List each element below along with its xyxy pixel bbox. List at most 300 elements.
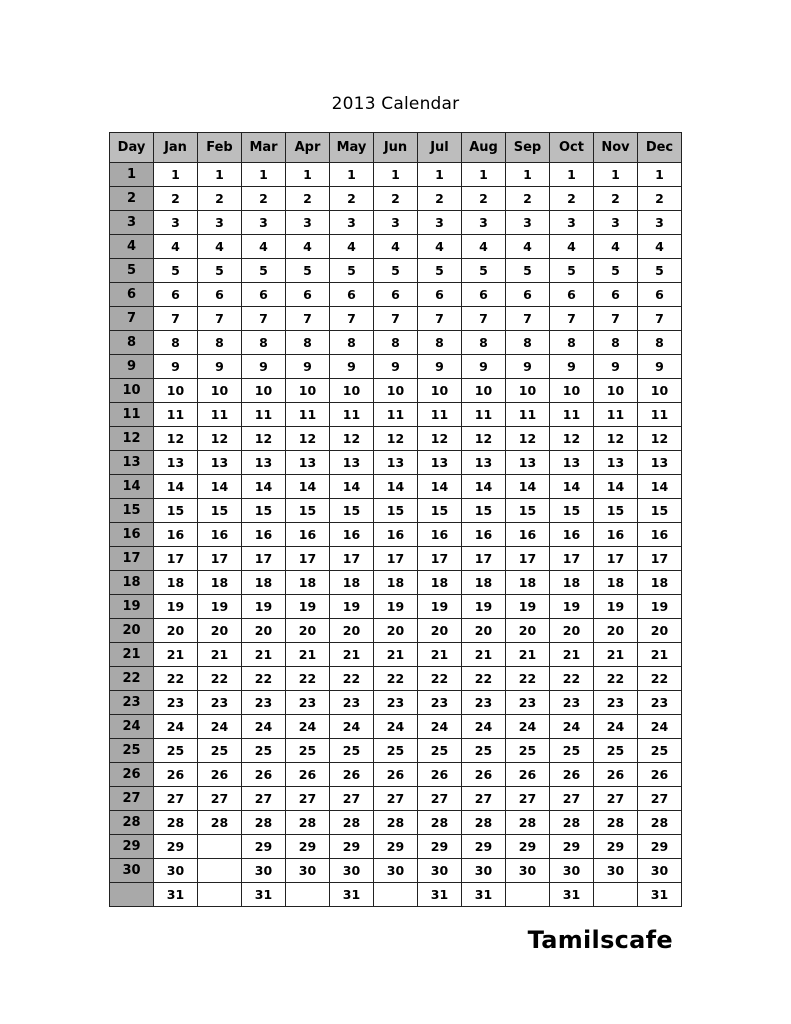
date-cell: 19 — [286, 595, 330, 619]
table-row — [110, 715, 682, 739]
date-cell: 14 — [154, 475, 198, 499]
day-number-cell: 3 — [110, 211, 154, 235]
date-cell: 26 — [154, 763, 198, 787]
date-cell: 26 — [506, 763, 550, 787]
month-header-feb: Feb — [198, 133, 242, 163]
table-row — [110, 763, 682, 787]
table-row — [110, 211, 682, 235]
month-header-dec: Dec — [638, 133, 682, 163]
date-cell: 30 — [242, 859, 286, 883]
date-cell: 10 — [506, 379, 550, 403]
date-cell: 30 — [506, 859, 550, 883]
date-cell: 21 — [154, 643, 198, 667]
date-cell: 23 — [506, 691, 550, 715]
date-cell: 25 — [286, 739, 330, 763]
date-cell: 30 — [286, 859, 330, 883]
date-cell: 25 — [198, 739, 242, 763]
date-cell: 31 — [638, 883, 682, 907]
date-cell: 1 — [638, 163, 682, 187]
day-number-cell: 2 — [110, 187, 154, 211]
date-cell: 27 — [242, 787, 286, 811]
date-cell: 19 — [418, 595, 462, 619]
date-cell: 17 — [418, 547, 462, 571]
date-cell: 1 — [242, 163, 286, 187]
date-cell: 28 — [638, 811, 682, 835]
date-cell: 12 — [154, 427, 198, 451]
date-cell: 29 — [594, 835, 638, 859]
date-cell: 7 — [374, 307, 418, 331]
date-cell: 11 — [418, 403, 462, 427]
date-cell: 5 — [242, 259, 286, 283]
date-cell: 16 — [638, 523, 682, 547]
date-cell: 19 — [550, 595, 594, 619]
date-cell: 1 — [154, 163, 198, 187]
table-row — [110, 811, 682, 835]
date-cell: 29 — [550, 835, 594, 859]
date-cell: 17 — [330, 547, 374, 571]
date-cell: 19 — [638, 595, 682, 619]
date-cell: 4 — [330, 235, 374, 259]
date-cell: 23 — [594, 691, 638, 715]
day-number-cell: 10 — [110, 379, 154, 403]
date-cell: 25 — [374, 739, 418, 763]
date-cell: 16 — [330, 523, 374, 547]
date-cell: 26 — [594, 763, 638, 787]
date-cell: 24 — [154, 715, 198, 739]
date-cell: 3 — [154, 211, 198, 235]
date-cell: 5 — [462, 259, 506, 283]
date-cell: 29 — [638, 835, 682, 859]
date-cell: 21 — [286, 643, 330, 667]
date-cell: 22 — [594, 667, 638, 691]
date-cell: 12 — [594, 427, 638, 451]
day-number-cell: 19 — [110, 595, 154, 619]
day-number-cell: 5 — [110, 259, 154, 283]
date-cell: 1 — [550, 163, 594, 187]
date-cell: 24 — [330, 715, 374, 739]
table-row — [110, 475, 682, 499]
date-cell: 26 — [462, 763, 506, 787]
date-cell: 20 — [550, 619, 594, 643]
date-cell: 13 — [198, 451, 242, 475]
date-cell: 14 — [462, 475, 506, 499]
date-cell: 1 — [506, 163, 550, 187]
date-cell: 9 — [506, 355, 550, 379]
date-cell: 1 — [330, 163, 374, 187]
date-cell: 13 — [418, 451, 462, 475]
date-cell: 19 — [374, 595, 418, 619]
date-cell: 31 — [462, 883, 506, 907]
day-number-cell: 27 — [110, 787, 154, 811]
date-cell — [286, 883, 330, 907]
day-number-cell: 16 — [110, 523, 154, 547]
date-cell: 12 — [374, 427, 418, 451]
date-cell: 10 — [198, 379, 242, 403]
date-cell: 18 — [638, 571, 682, 595]
date-cell: 20 — [330, 619, 374, 643]
date-cell: 23 — [462, 691, 506, 715]
date-cell: 18 — [506, 571, 550, 595]
date-cell: 14 — [638, 475, 682, 499]
date-cell: 4 — [462, 235, 506, 259]
date-cell: 19 — [594, 595, 638, 619]
date-cell: 23 — [330, 691, 374, 715]
date-cell: 28 — [462, 811, 506, 835]
table-row — [110, 859, 682, 883]
date-cell: 21 — [242, 643, 286, 667]
date-cell: 10 — [330, 379, 374, 403]
date-cell: 24 — [594, 715, 638, 739]
date-cell: 2 — [330, 187, 374, 211]
date-cell: 25 — [418, 739, 462, 763]
date-cell: 4 — [242, 235, 286, 259]
date-cell: 31 — [330, 883, 374, 907]
date-cell: 21 — [594, 643, 638, 667]
date-cell: 4 — [638, 235, 682, 259]
date-cell: 21 — [374, 643, 418, 667]
day-number-cell: 21 — [110, 643, 154, 667]
date-cell: 5 — [506, 259, 550, 283]
table-row — [110, 739, 682, 763]
date-cell: 20 — [198, 619, 242, 643]
month-header-jan: Jan — [154, 133, 198, 163]
date-cell: 18 — [286, 571, 330, 595]
date-cell: 28 — [286, 811, 330, 835]
date-cell: 28 — [154, 811, 198, 835]
table-row — [110, 331, 682, 355]
day-number-cell: 22 — [110, 667, 154, 691]
date-cell: 4 — [154, 235, 198, 259]
date-cell: 4 — [198, 235, 242, 259]
date-cell: 11 — [638, 403, 682, 427]
date-cell: 27 — [374, 787, 418, 811]
date-cell: 14 — [594, 475, 638, 499]
date-cell: 6 — [506, 283, 550, 307]
date-cell: 13 — [154, 451, 198, 475]
table-row — [110, 283, 682, 307]
brand-watermark: Tamilscafe — [527, 926, 673, 954]
day-number-cell: 4 — [110, 235, 154, 259]
date-cell — [198, 835, 242, 859]
date-cell: 8 — [154, 331, 198, 355]
date-cell: 8 — [638, 331, 682, 355]
table-row — [110, 571, 682, 595]
date-cell: 5 — [594, 259, 638, 283]
table-row — [110, 451, 682, 475]
date-cell: 24 — [242, 715, 286, 739]
date-cell: 30 — [594, 859, 638, 883]
table-row — [110, 163, 682, 187]
table-row — [110, 523, 682, 547]
date-cell: 31 — [242, 883, 286, 907]
day-number-cell: 28 — [110, 811, 154, 835]
day-number-cell: 13 — [110, 451, 154, 475]
month-header-sep: Sep — [506, 133, 550, 163]
day-number-cell: 24 — [110, 715, 154, 739]
date-cell: 21 — [550, 643, 594, 667]
date-cell: 1 — [286, 163, 330, 187]
date-cell: 22 — [462, 667, 506, 691]
date-cell: 20 — [638, 619, 682, 643]
date-cell: 8 — [550, 331, 594, 355]
date-cell: 26 — [242, 763, 286, 787]
day-number-cell: 23 — [110, 691, 154, 715]
date-cell: 24 — [418, 715, 462, 739]
date-cell: 6 — [418, 283, 462, 307]
date-cell: 29 — [462, 835, 506, 859]
table-row — [110, 499, 682, 523]
date-cell: 5 — [638, 259, 682, 283]
date-cell: 30 — [462, 859, 506, 883]
day-number-cell: 17 — [110, 547, 154, 571]
date-cell: 9 — [330, 355, 374, 379]
date-cell: 21 — [418, 643, 462, 667]
date-cell: 25 — [594, 739, 638, 763]
date-cell: 9 — [242, 355, 286, 379]
date-cell: 15 — [198, 499, 242, 523]
date-cell: 2 — [242, 187, 286, 211]
date-cell: 23 — [286, 691, 330, 715]
date-cell: 17 — [286, 547, 330, 571]
date-cell: 10 — [154, 379, 198, 403]
date-cell: 23 — [198, 691, 242, 715]
date-cell: 5 — [286, 259, 330, 283]
date-cell: 6 — [462, 283, 506, 307]
date-cell: 29 — [330, 835, 374, 859]
date-cell: 27 — [506, 787, 550, 811]
day-column-header: Day — [110, 133, 154, 163]
date-cell: 18 — [550, 571, 594, 595]
calendar-body — [110, 163, 682, 907]
date-cell: 15 — [594, 499, 638, 523]
date-cell: 11 — [198, 403, 242, 427]
date-cell: 16 — [286, 523, 330, 547]
date-cell: 12 — [286, 427, 330, 451]
date-cell: 24 — [198, 715, 242, 739]
date-cell: 25 — [330, 739, 374, 763]
date-cell: 14 — [286, 475, 330, 499]
date-cell: 27 — [638, 787, 682, 811]
calendar-table — [109, 132, 682, 907]
date-cell: 16 — [506, 523, 550, 547]
date-cell: 7 — [198, 307, 242, 331]
month-header-aug: Aug — [462, 133, 506, 163]
month-header-apr: Apr — [286, 133, 330, 163]
date-cell: 22 — [198, 667, 242, 691]
date-cell: 20 — [462, 619, 506, 643]
date-cell: 11 — [594, 403, 638, 427]
date-cell: 26 — [330, 763, 374, 787]
date-cell: 22 — [638, 667, 682, 691]
date-cell: 5 — [374, 259, 418, 283]
date-cell: 17 — [506, 547, 550, 571]
date-cell: 24 — [506, 715, 550, 739]
date-cell: 17 — [462, 547, 506, 571]
date-cell: 20 — [286, 619, 330, 643]
date-cell: 5 — [550, 259, 594, 283]
date-cell: 3 — [594, 211, 638, 235]
date-cell: 25 — [462, 739, 506, 763]
date-cell: 29 — [286, 835, 330, 859]
date-cell: 13 — [286, 451, 330, 475]
day-number-cell: 8 — [110, 331, 154, 355]
date-cell: 21 — [462, 643, 506, 667]
date-cell: 17 — [374, 547, 418, 571]
date-cell: 31 — [154, 883, 198, 907]
day-number-cell — [110, 883, 154, 907]
date-cell: 14 — [418, 475, 462, 499]
day-number-cell: 25 — [110, 739, 154, 763]
table-row — [110, 307, 682, 331]
date-cell: 1 — [594, 163, 638, 187]
date-cell: 8 — [242, 331, 286, 355]
date-cell: 28 — [550, 811, 594, 835]
date-cell: 15 — [374, 499, 418, 523]
month-header-jul: Jul — [418, 133, 462, 163]
date-cell: 14 — [506, 475, 550, 499]
date-cell: 7 — [506, 307, 550, 331]
date-cell: 1 — [418, 163, 462, 187]
date-cell: 3 — [330, 211, 374, 235]
table-row — [110, 403, 682, 427]
date-cell: 15 — [462, 499, 506, 523]
date-cell: 10 — [418, 379, 462, 403]
date-cell: 12 — [330, 427, 374, 451]
date-cell: 7 — [154, 307, 198, 331]
date-cell: 20 — [374, 619, 418, 643]
date-cell: 29 — [154, 835, 198, 859]
date-cell: 7 — [242, 307, 286, 331]
date-cell: 22 — [242, 667, 286, 691]
date-cell: 24 — [550, 715, 594, 739]
date-cell: 17 — [154, 547, 198, 571]
date-cell: 4 — [374, 235, 418, 259]
date-cell: 13 — [462, 451, 506, 475]
date-cell: 2 — [462, 187, 506, 211]
day-number-cell: 18 — [110, 571, 154, 595]
date-cell: 20 — [594, 619, 638, 643]
date-cell: 12 — [418, 427, 462, 451]
date-cell — [198, 859, 242, 883]
date-cell: 28 — [418, 811, 462, 835]
date-cell: 7 — [462, 307, 506, 331]
date-cell: 2 — [374, 187, 418, 211]
date-cell: 22 — [374, 667, 418, 691]
date-cell: 19 — [154, 595, 198, 619]
date-cell: 18 — [374, 571, 418, 595]
date-cell: 4 — [418, 235, 462, 259]
date-cell: 15 — [242, 499, 286, 523]
date-cell: 25 — [242, 739, 286, 763]
date-cell: 6 — [638, 283, 682, 307]
date-cell: 25 — [638, 739, 682, 763]
date-cell: 13 — [330, 451, 374, 475]
day-number-cell: 20 — [110, 619, 154, 643]
table-row — [110, 379, 682, 403]
date-cell: 18 — [242, 571, 286, 595]
date-cell: 17 — [550, 547, 594, 571]
date-cell: 2 — [638, 187, 682, 211]
date-cell: 28 — [374, 811, 418, 835]
date-cell: 21 — [330, 643, 374, 667]
table-row — [110, 835, 682, 859]
date-cell: 3 — [506, 211, 550, 235]
date-cell: 16 — [374, 523, 418, 547]
table-row — [110, 427, 682, 451]
date-cell: 8 — [462, 331, 506, 355]
day-number-cell: 12 — [110, 427, 154, 451]
date-cell: 2 — [594, 187, 638, 211]
date-cell: 15 — [550, 499, 594, 523]
date-cell: 20 — [418, 619, 462, 643]
date-cell: 27 — [594, 787, 638, 811]
date-cell: 9 — [198, 355, 242, 379]
date-cell: 15 — [638, 499, 682, 523]
date-cell: 28 — [330, 811, 374, 835]
day-number-cell: 1 — [110, 163, 154, 187]
date-cell: 4 — [286, 235, 330, 259]
date-cell: 10 — [242, 379, 286, 403]
date-cell: 19 — [198, 595, 242, 619]
date-cell: 14 — [242, 475, 286, 499]
date-cell: 27 — [462, 787, 506, 811]
date-cell — [506, 883, 550, 907]
date-cell: 28 — [506, 811, 550, 835]
date-cell: 4 — [594, 235, 638, 259]
date-cell: 23 — [154, 691, 198, 715]
date-cell: 19 — [462, 595, 506, 619]
date-cell: 19 — [242, 595, 286, 619]
table-row — [110, 619, 682, 643]
page-title: 2013 Calendar — [331, 94, 460, 114]
date-cell: 29 — [418, 835, 462, 859]
table-row — [110, 547, 682, 571]
date-cell: 31 — [418, 883, 462, 907]
date-cell: 3 — [198, 211, 242, 235]
date-cell: 23 — [638, 691, 682, 715]
date-cell: 27 — [550, 787, 594, 811]
date-cell: 2 — [286, 187, 330, 211]
date-cell: 11 — [242, 403, 286, 427]
date-cell: 20 — [506, 619, 550, 643]
date-cell: 26 — [638, 763, 682, 787]
date-cell: 10 — [374, 379, 418, 403]
date-cell: 2 — [198, 187, 242, 211]
date-cell: 11 — [154, 403, 198, 427]
date-cell: 23 — [550, 691, 594, 715]
date-cell: 14 — [374, 475, 418, 499]
date-cell: 8 — [198, 331, 242, 355]
date-cell: 30 — [330, 859, 374, 883]
date-cell: 1 — [462, 163, 506, 187]
date-cell: 16 — [462, 523, 506, 547]
table-row — [110, 643, 682, 667]
day-number-cell: 9 — [110, 355, 154, 379]
date-cell: 17 — [198, 547, 242, 571]
month-header-nov: Nov — [594, 133, 638, 163]
date-cell: 9 — [286, 355, 330, 379]
date-cell: 10 — [594, 379, 638, 403]
date-cell: 15 — [330, 499, 374, 523]
date-cell: 16 — [154, 523, 198, 547]
date-cell: 22 — [550, 667, 594, 691]
date-cell — [198, 883, 242, 907]
day-number-cell: 7 — [110, 307, 154, 331]
date-cell: 8 — [418, 331, 462, 355]
date-cell: 7 — [418, 307, 462, 331]
date-cell: 12 — [550, 427, 594, 451]
date-cell: 4 — [550, 235, 594, 259]
